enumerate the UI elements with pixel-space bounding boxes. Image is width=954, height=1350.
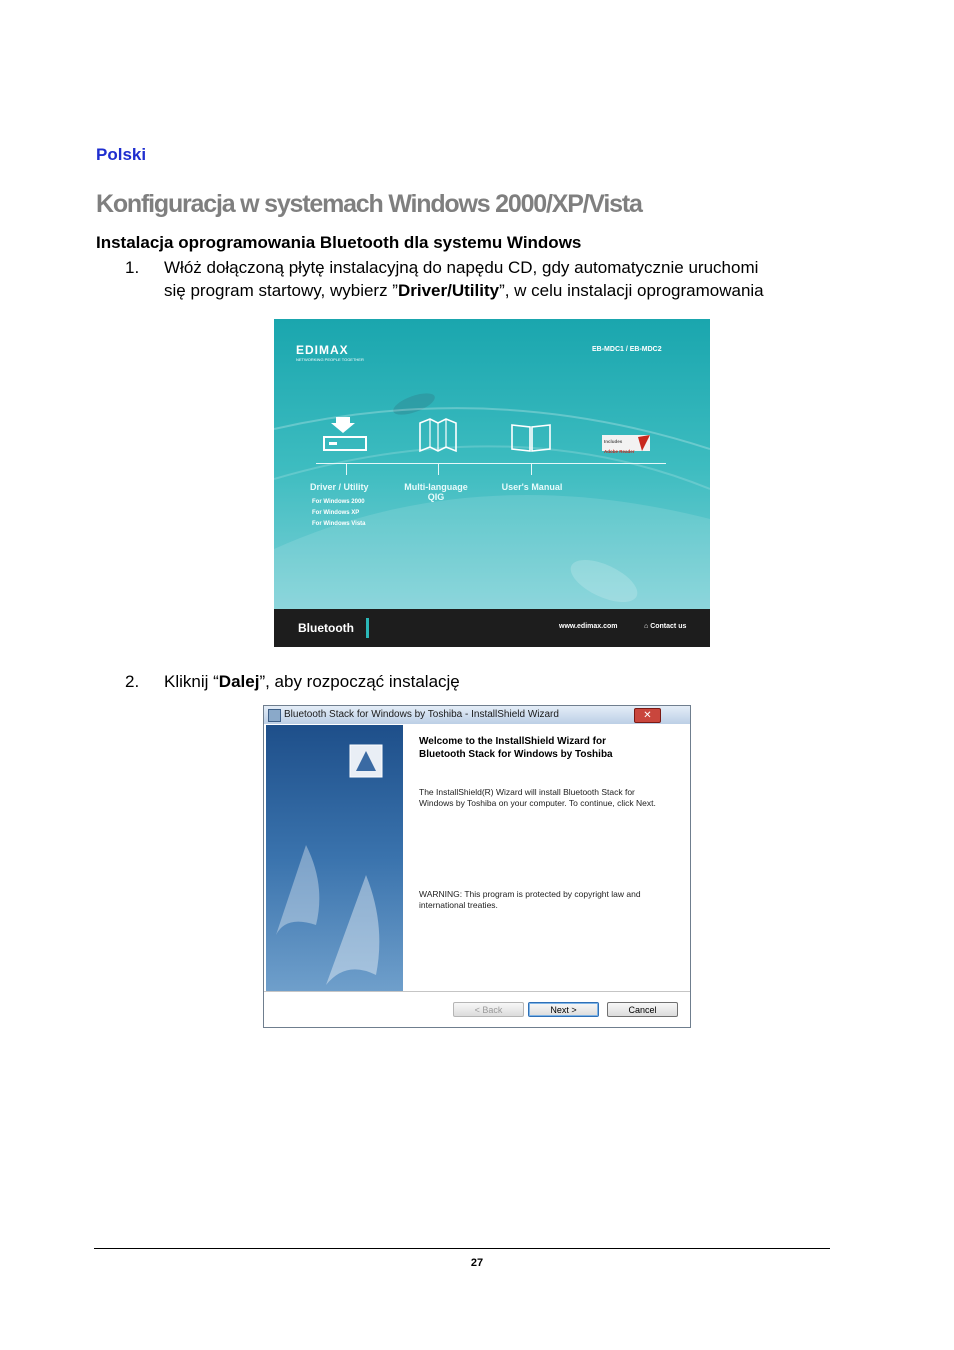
open-book-icon[interactable] <box>510 417 552 453</box>
map-book-icon[interactable] <box>418 417 458 453</box>
home-icon: ⌂ <box>644 623 651 630</box>
tick <box>531 463 532 475</box>
contact-link[interactable]: ⌂ Contact us <box>644 623 687 630</box>
installer-icon <box>268 709 281 722</box>
text-span: się program startowy, wybierz ” <box>164 281 398 300</box>
step-number: 2. <box>125 672 140 691</box>
footer-rule <box>94 1248 830 1249</box>
os-item[interactable]: For Windows Vista <box>312 521 366 527</box>
sail-graphic <box>266 725 403 991</box>
multi-language-qig-link[interactable]: Multi-language QIG <box>404 482 468 502</box>
accent-bar <box>366 618 369 638</box>
tick <box>438 463 439 475</box>
install-description: The InstallShield(R) Wizard will install Bluetooth Stack for Windows by Toshiba on your computer. To continue, click Next. <box>419 787 656 808</box>
step-number: 1. <box>125 258 140 277</box>
next-button[interactable]: Next > <box>528 1002 599 1017</box>
edimax-logo: EDIMAX NETWORKING PEOPLE TOGETHER <box>296 343 364 362</box>
model-label: EB-MDC1 / EB-MDC2 <box>592 346 662 353</box>
window-titlebar[interactable] <box>264 706 690 724</box>
cancel-button[interactable]: Cancel <box>607 1002 678 1017</box>
adobe-reader-label: Includes Adobe Reader <box>604 439 635 454</box>
page-title: Konfiguracja w systemach Windows 2000/XP/Vista <box>96 190 642 218</box>
window-title: Bluetooth Stack for Windows by Toshiba - InstallShield Wizard <box>284 709 559 720</box>
copyright-warning: WARNING: This program is protected by copyright law and international treaties. <box>419 889 641 910</box>
bluetooth-label: Bluetooth <box>298 621 354 635</box>
users-manual-link[interactable]: User's Manual <box>501 482 563 492</box>
step-text <box>164 670 864 693</box>
cd-menu-screenshot <box>274 319 710 647</box>
step-text-line <box>164 279 864 302</box>
background-swirls <box>274 319 710 609</box>
driver-utility-link[interactable]: Driver / Utility <box>310 482 369 492</box>
button-separator <box>264 991 690 992</box>
os-item[interactable]: For Windows 2000 <box>312 499 365 505</box>
language-label: Polski <box>96 145 147 164</box>
menu-divider <box>316 463 666 464</box>
text-span: ”, w celu instalacji oprogramowania <box>499 281 764 300</box>
download-drive-icon[interactable] <box>322 417 368 453</box>
tick <box>346 463 347 475</box>
installshield-window <box>263 705 691 1028</box>
close-button[interactable]: ✕ <box>634 708 661 723</box>
section-subtitle: Instalacja oprogramowania Bluetooth dla systemu Windows <box>96 233 582 252</box>
step-text <box>164 256 864 302</box>
text-span: Kliknij “ <box>164 672 219 691</box>
website-link[interactable]: www.edimax.com <box>559 623 618 630</box>
back-button[interactable]: < Back <box>453 1002 524 1017</box>
bold-text: Driver/Utility <box>397 281 500 300</box>
text-span: ”, aby rozpocząć instalację <box>259 672 460 691</box>
os-item[interactable]: For Windows XP <box>312 510 360 516</box>
bold-text: Dalej <box>218 672 260 691</box>
wizard-side-panel <box>266 725 403 991</box>
welcome-heading: Welcome to the InstallShield Wizard for Bluetooth Stack for Windows by Toshiba <box>419 736 613 760</box>
step-text-line: Włóż dołączoną płytę instalacyjną do napędu CD, gdy automatycznie uruchomi <box>164 258 759 277</box>
page-number: 27 <box>470 1257 484 1269</box>
footer-bar <box>274 609 710 647</box>
